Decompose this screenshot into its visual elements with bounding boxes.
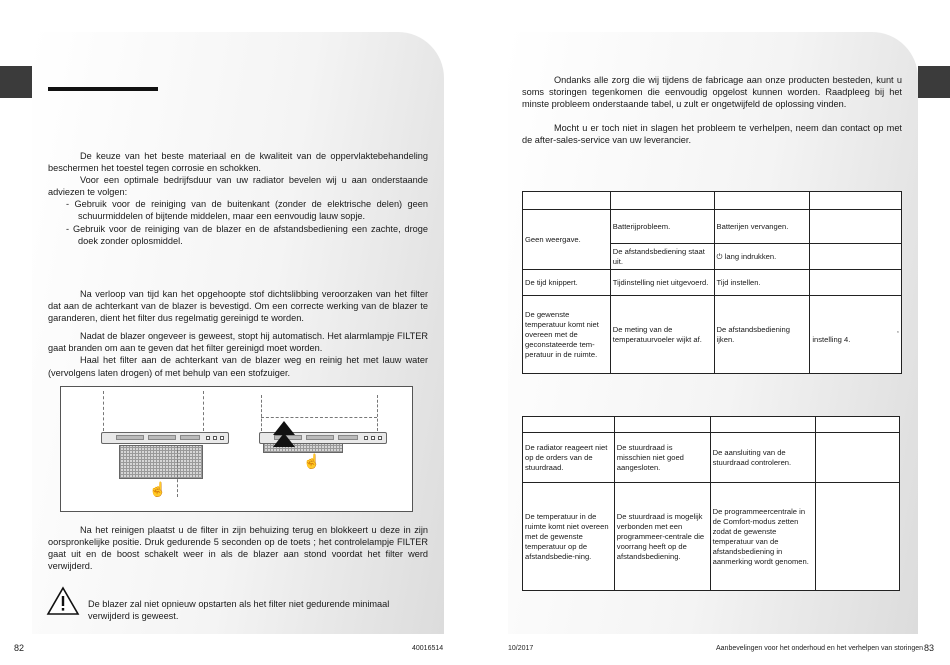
solution-cell: ⏻ lang indrukken.	[714, 244, 810, 270]
filter-paragraph-3: Haal het filter aan de achterkant van de blazer weg en reinig het met lauw water (vervolgens laten drogen) of met behulp van een stofzuiger.	[48, 355, 428, 378]
chapter-title-footer: Aanbevelingen voor het onderhoud en het verhelpen van storingen	[716, 645, 924, 652]
cause-cell: Tijdinstelling niet uitgevoerd.	[610, 270, 714, 296]
intro-paragraph-1: De keuze van het beste materiaal en de kwaliteit van de oppervlaktebehandeling beschermen het toestel tegen corrosie en schokken.	[48, 151, 428, 174]
page-number-left: 82	[14, 643, 25, 653]
warning-icon	[46, 586, 80, 616]
troubleshooting-table-pilot-wire	[522, 416, 900, 591]
problem-cell: De radiator reageert niet op de orders van de stuurdraad.	[523, 433, 615, 483]
problem-cell: De tijd knippert.	[523, 270, 611, 296]
cause-cell: De stuurdraad is misschien niet goed aangesloten.	[614, 433, 710, 483]
cause-cell: De meting van de temperatuurvoeler wijkt af.	[610, 296, 714, 374]
troubleshooting-table-remote	[522, 191, 902, 374]
solution-cell: De aansluiting van de stuurdraad controleren.	[710, 433, 816, 483]
extra-cell: , instelling 4.	[810, 296, 902, 374]
chapter-tab-right	[918, 66, 950, 98]
document-date: 10/2017	[508, 645, 534, 652]
hand-icon: ☝	[149, 481, 167, 497]
problem-cell: De gewenste temperatuur komt niet overeen met de geconstateerde tem-peratuur in de ruimte.	[523, 296, 611, 374]
filter-section	[48, 288, 428, 379]
filter-paragraph-2: Nadat de blazer ongeveer is geweest, stopt hij automatisch. Het alarmlampje FILTER gaat branden om aan te geven dat het filter gereinigd moet worden.	[48, 331, 428, 354]
solution-cell: De afstandsbediening ijken.	[714, 296, 810, 374]
guide-line	[261, 417, 377, 418]
cleaning-advice-2: - Gebruik voor de reiniging van de blazer en de afstandsbediening een zachte, droge doek zonder oplosmiddel.	[66, 223, 428, 246]
guide-line	[377, 395, 378, 431]
table-row	[523, 210, 902, 244]
table-row	[523, 270, 902, 296]
cleaning-advice-1: - Gebruik voor de reiniging van de buitenkant (zonder de elektrische delen) geen schuurmiddelen of bijtende middelen, maar een eenvoudig lauw sopje.	[66, 199, 428, 222]
guide-line	[261, 395, 262, 431]
cause-cell: De afstandsbediening staat uit.	[610, 244, 714, 270]
problem-cell: De temperatuur in de ruimte komt niet overeen met de gewenste temperatuur op de afstandsbedie-ning.	[523, 483, 615, 591]
guide-line	[177, 445, 178, 497]
table-row	[523, 433, 900, 483]
power-icon: ⏻	[716, 251, 723, 261]
troubleshooting-intro	[522, 74, 902, 146]
section-heading-bar	[48, 87, 158, 91]
table-row	[523, 296, 902, 374]
blower-unit-left	[101, 432, 229, 444]
hand-icon: ☝	[303, 453, 321, 469]
maintenance-intro	[48, 150, 428, 247]
table-row	[523, 483, 900, 591]
document-code: 40016514	[412, 645, 444, 652]
filter-removal-illustration	[60, 386, 413, 512]
cause-cell: Batterijprobleem.	[610, 210, 714, 244]
chapter-tab-left	[0, 66, 32, 98]
solution-cell: Batterijen vervangen.	[714, 210, 810, 244]
solution-cell: Tijd instellen.	[714, 270, 810, 296]
troubleshooting-paragraph-2: Mocht u er toch niet in slagen het probleem te verhelpen, neem dan contact op met de after-sales-service van uw leverancier.	[522, 123, 902, 146]
arrow-up-icon	[273, 433, 295, 447]
problem-cell: Geen weergave.	[523, 210, 611, 270]
intro-paragraph-2: Voor een optimale bedrijfsduur van uw radiator bevelen wij u aan onderstaande adviezen te volgen:	[48, 175, 428, 198]
reinsert-filter-text: Na het reinigen plaatst u de filter in zijn behuizing terug en blokkeert u deze in zijn oorspronkelijke positie. Druk gedurende 5 seconden op de toets ; het controlelampje FILTER gaat uit en de boost schakelt weer in als de blazer aan stond voordat het filter werd verwijderd.	[48, 525, 428, 572]
guide-line	[103, 391, 104, 431]
table-header-row	[523, 417, 900, 433]
cause-cell: De stuurdraad is mogelijk verbonden met een programmeer-centrale die voorrang heeft op de afstandsbediening.	[614, 483, 710, 591]
solution-cell: De programmeercentrale in de Comfort-modus zetten zodat de gewenste temperatuur van de afstandsbediening in aanmerking wordt genomen.	[710, 483, 816, 591]
filter-panel-pulled	[119, 445, 203, 479]
guide-line	[203, 391, 204, 431]
page-number-right: 83	[924, 643, 935, 653]
troubleshooting-paragraph-1: Ondanks alle zorg die wij tijdens de fabricage aan onze producten besteden, kunt u soms storingen tegenkomen die eenvoudig opgelost kunnen worden. Raadpleeg bij het minste probleem onderstaande tabel, u zult er ongetwijfeld de oplossing vinden.	[522, 75, 902, 110]
table-header-row	[523, 192, 902, 210]
warning-text: De blazer zal niet opnieuw opstarten als het filter niet gedurende minimaal verwijderd is geweest.	[88, 599, 390, 622]
filter-paragraph-1: Na verloop van tijd kan het opgehoopte stof dichtslibbing veroorzaken van het filter dat aan de achterkant van de blazer is bevestigd. Om een correcte werking van de blazer te garanderen, dient het filter dus regelmatig gereinigd te worden.	[48, 289, 428, 324]
